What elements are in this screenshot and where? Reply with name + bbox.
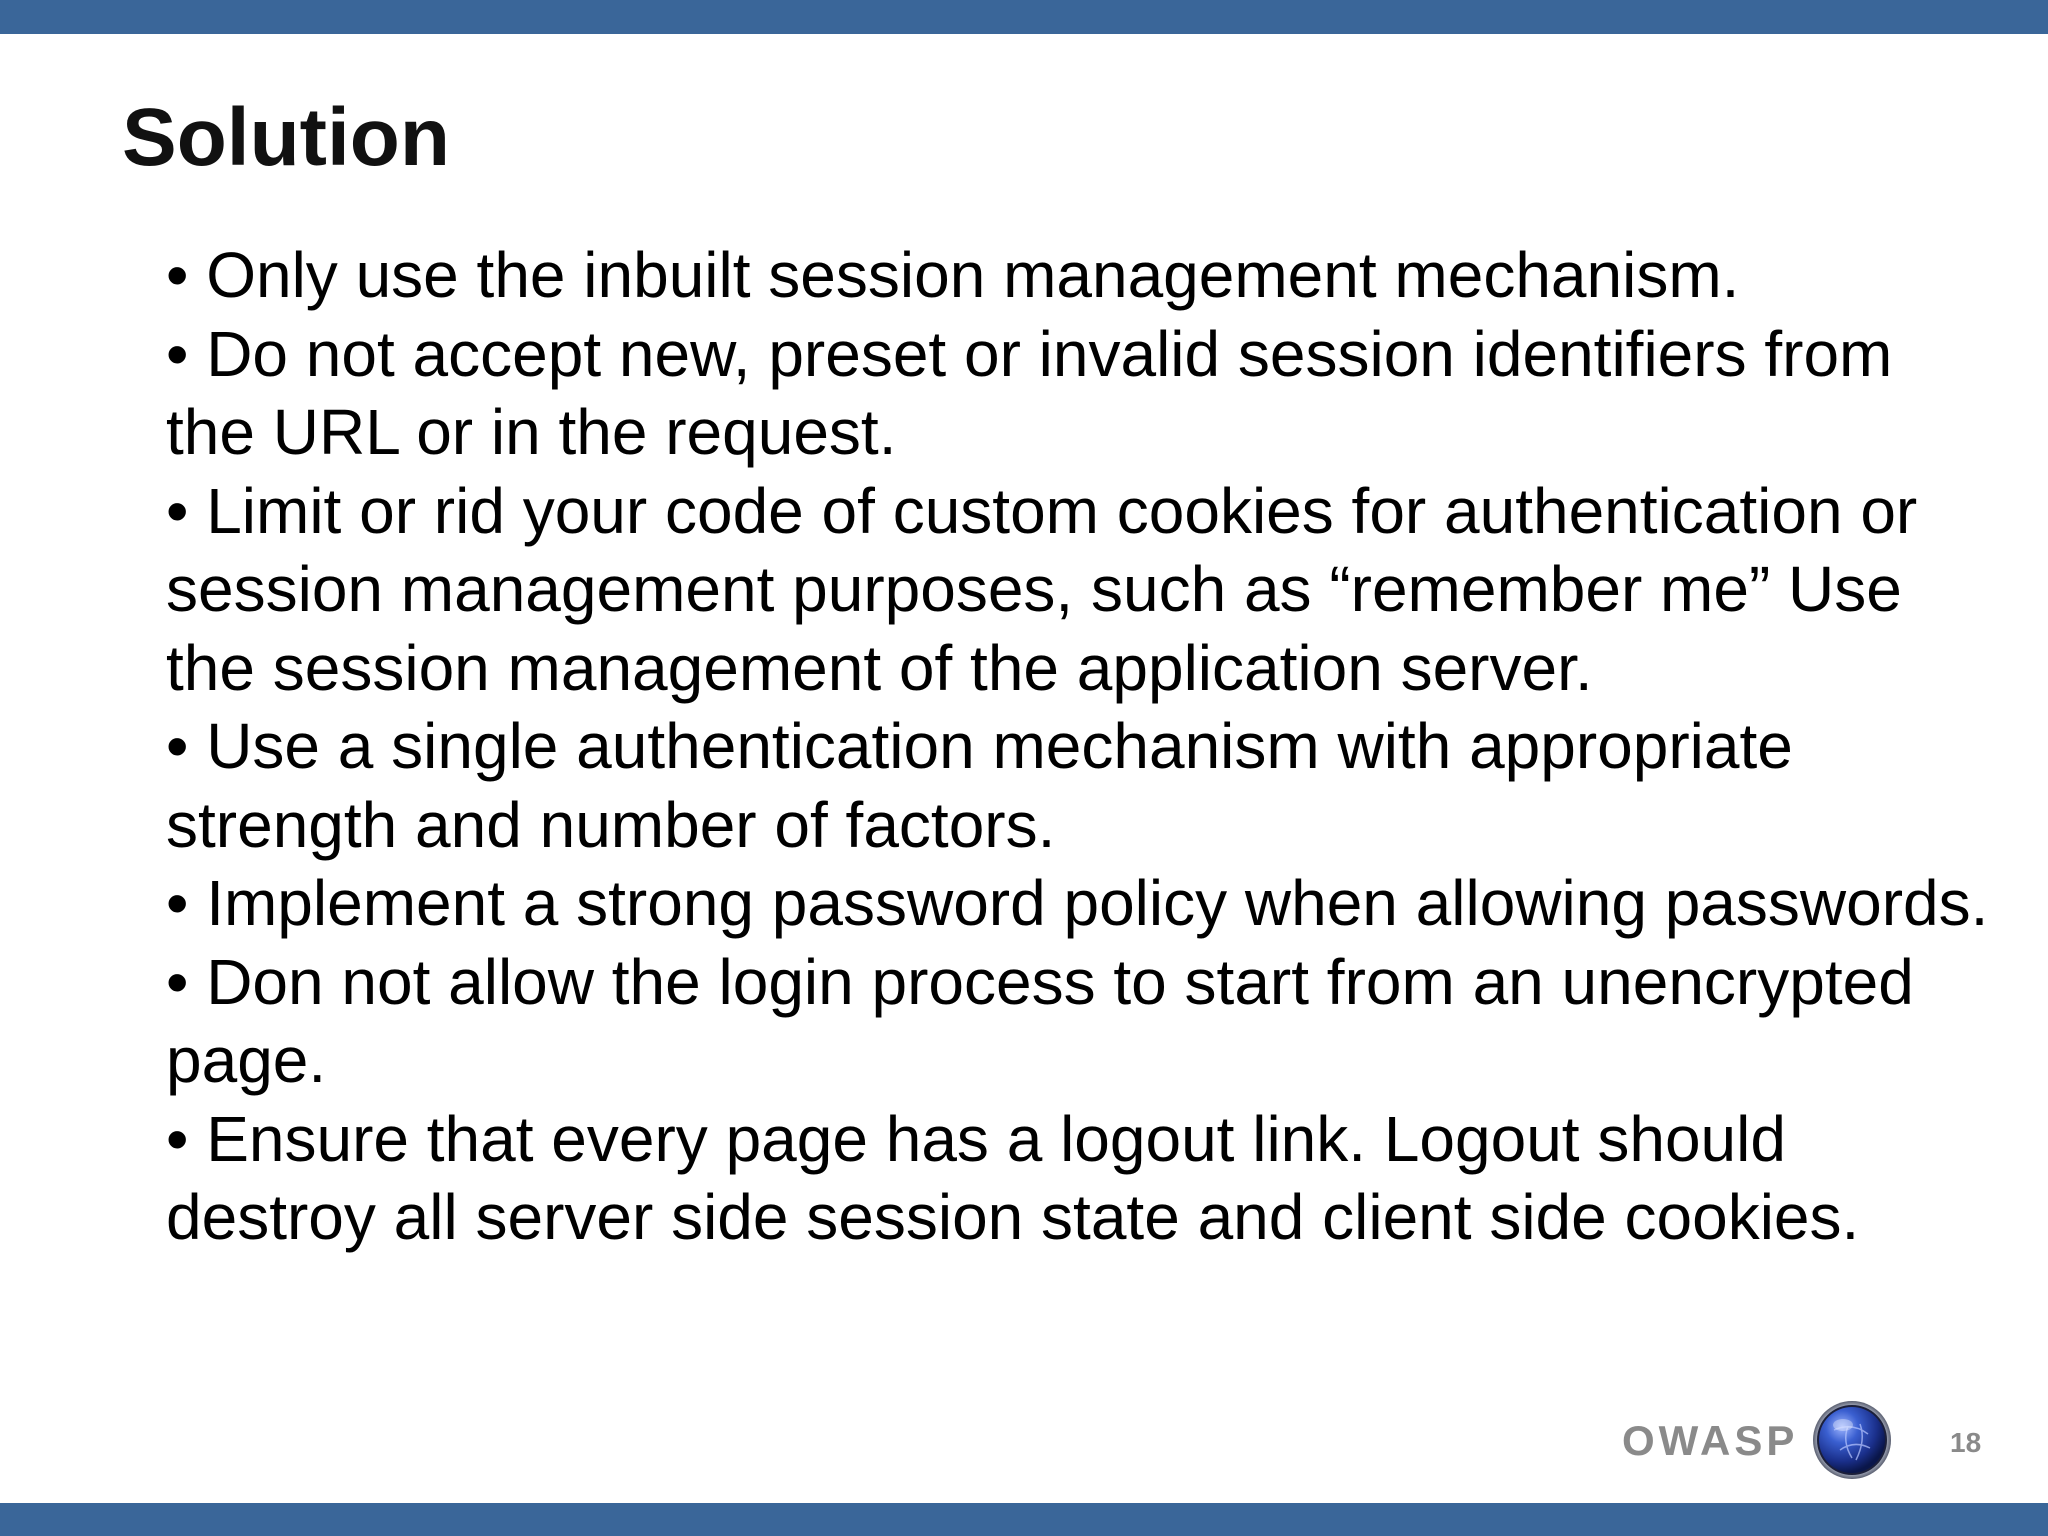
top-bar [0,0,2048,34]
bullet-item: • Ensure that every page has a logout link. Logout should destroy all server side session state and client side cookies. [166,1102,1860,1253]
bullet-item: • Use a single authentication mechanism with appropriate strength and number of factors. [166,710,1793,861]
slide-title: Solution [122,92,450,183]
bottom-bar [0,1503,2048,1536]
bullet-list [166,236,1996,1257]
owasp-globe-icon [1812,1400,1892,1480]
bullet-item: • Only use the inbuilt session management mechanism. [166,239,1740,311]
bullet-item: • Implement a strong password policy when allowing passwords. [166,867,1989,939]
bullet-item: • Limit or rid your code of custom cookies for authentication or session management purposes, such as “remember me” Use the session management of the application server. [166,474,1918,704]
footer-brand: OWASP [1622,1417,1799,1464]
bullet-item: • Do not accept new, preset or invalid session identifiers from the URL or in the request. [166,317,1893,468]
bullet-item: • Don not allow the login process to start from an unencrypted page. [166,945,1914,1096]
page-number: 18 [1950,1427,1982,1458]
